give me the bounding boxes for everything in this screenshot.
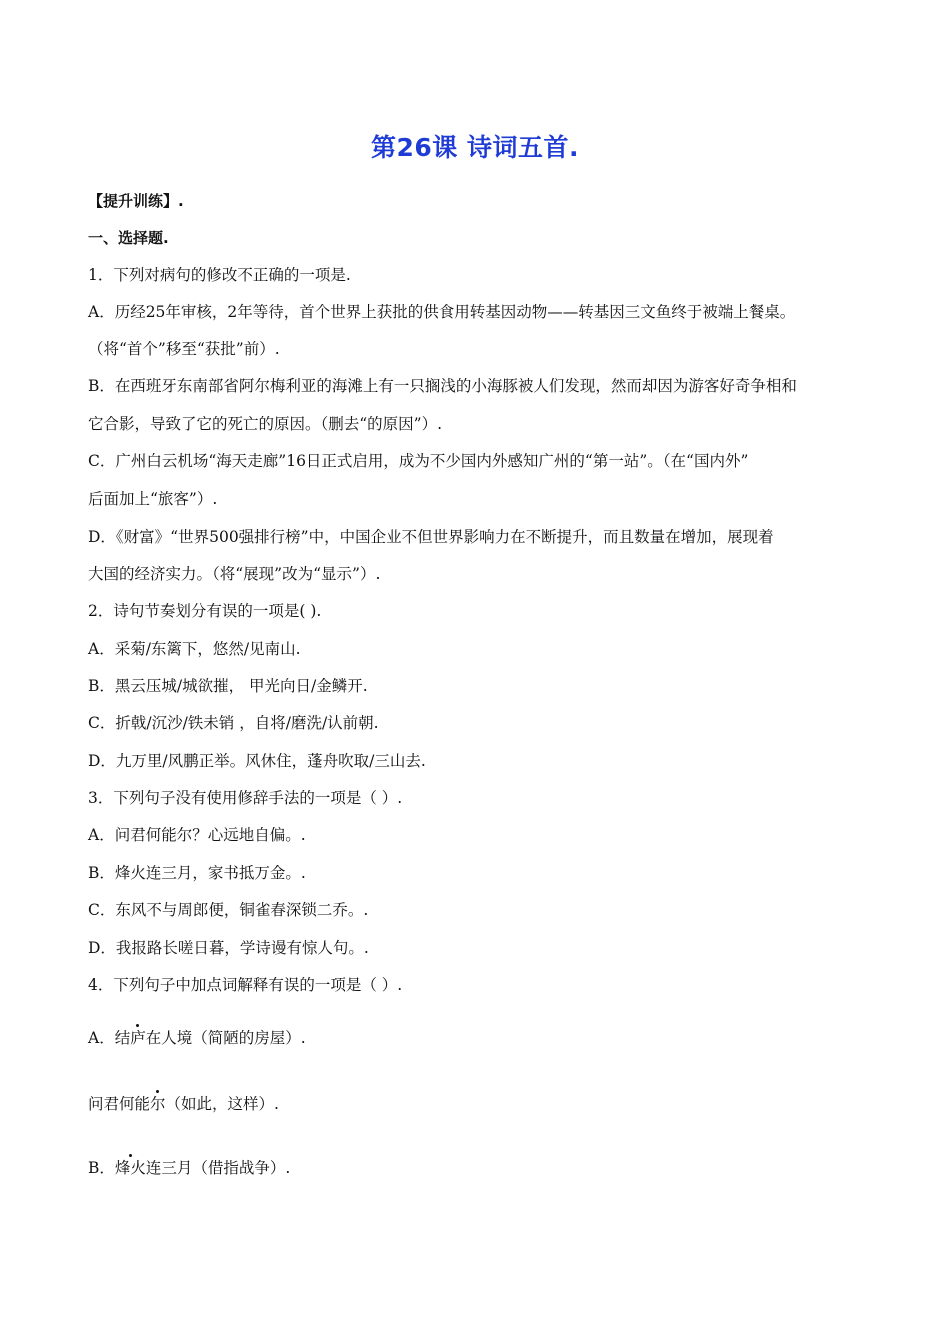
q1-option-b-line1: B．在西班牙东南部省阿尔梅利亚的海滩上有一只搁浅的小海豚被人们发现，然而却因为游客好奇争相和 <box>88 377 797 395</box>
q1-stem: 1．下列对病句的修改不正确的一项是. <box>88 266 351 284</box>
q2-option-c: C．折戟/沉沙/铁未销 ，自将/磨洗/认前朝. <box>88 714 379 732</box>
q4-option-a2-prefix: 问君何能 <box>88 1095 151 1113</box>
q4-option-a-prefix: A．结 <box>88 1029 131 1047</box>
q3-stem: 3．下列句子没有使用修辞手法的一项是（ ）. <box>88 789 403 807</box>
q1-option-d-line2: 大国的经济实力。（将“展现”改为“显示”）. <box>88 565 381 583</box>
q4-option-b <box>88 1158 290 1178</box>
q1-option-d-line1: D．《财富》“世界500强排行榜”中，中国企业不但世界影响力在不断提升，而且数量在增加，展现着 <box>88 528 774 546</box>
q3-option-b: B．烽火连三月，家书抵万金。. <box>88 864 306 882</box>
section-heading-training: 【提升训练】. <box>88 192 184 210</box>
page-title: 第26课 诗词五首. <box>371 133 579 162</box>
q4-option-b-suffix: 连三月（借指战争）. <box>145 1159 291 1177</box>
q2-stem: 2．诗句节奏划分有误的一项是( ). <box>88 602 322 620</box>
q2-option-a: A．采菊/东篱下，悠然/见南山. <box>88 640 301 658</box>
q4-option-a-suffix: 在人境（简陋的房屋）. <box>145 1029 306 1047</box>
q4-option-b-dotted-word: 烽火 <box>114 1159 146 1177</box>
q2-option-d: D．九万里/风鹏正举。风休住，蓬舟吹取/三山去. <box>88 752 426 770</box>
section-heading-choice: 一、选择题. <box>88 229 169 247</box>
q2-option-b: B．黑云压城/城欲摧， 甲光向日/金鳞开. <box>88 677 368 695</box>
q4-option-a-line2 <box>88 1094 279 1114</box>
q1-option-a-line1: A．历经25年审核，2年等待，首个世界上获批的供食用转基因动物——转基因三文鱼终于被端上餐桌。 <box>88 303 796 321</box>
q1-option-c-line1: C．广州白云机场“海天走廊”16日正式启用，成为不少国内外感知广州的“第一站”。（在“国内外” <box>88 452 749 470</box>
q4-option-b-prefix: B． <box>88 1159 115 1177</box>
q4-stem: 4．下列句子中加点词解释有误的一项是（ ）. <box>88 976 403 994</box>
q3-option-c: C．东风不与周郎便，铜雀春深锁二乔。. <box>88 901 369 919</box>
q4-option-a <box>88 1028 306 1048</box>
q3-option-d: D．我报路长嗟日暮，学诗谩有惊人句。. <box>88 939 369 957</box>
q4-option-a2-suffix: （如此，这样）. <box>165 1095 279 1113</box>
q1-option-a-line2: （将“首个”移至“获批”前）. <box>88 340 280 358</box>
q3-option-a: A．问君何能尔？心远地自偏。. <box>88 826 306 844</box>
q1-option-b-line2: 它合影，导致了它的死亡的原因。（删去“的原因”）. <box>88 415 443 433</box>
q4-option-a-dotted-word: 庐 <box>130 1029 146 1047</box>
q1-option-c-line2: 后面加上“旅客”）. <box>88 490 218 508</box>
q4-option-a2-dotted-word: 尔 <box>150 1095 166 1113</box>
